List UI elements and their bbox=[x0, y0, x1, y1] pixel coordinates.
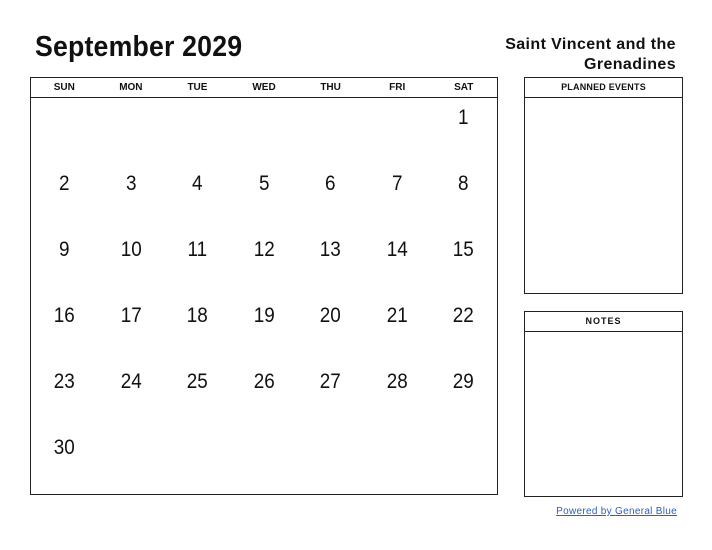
calendar-week-row bbox=[31, 428, 497, 494]
day-cell: 27 bbox=[320, 370, 342, 393]
day-cell bbox=[167, 428, 227, 494]
day-cell bbox=[34, 98, 94, 164]
weekday-sun: SUN bbox=[53, 82, 75, 93]
day-cell: 21 bbox=[386, 304, 408, 327]
calendar-week-row bbox=[31, 230, 497, 296]
day-cell: 29 bbox=[453, 370, 475, 393]
day-cell bbox=[301, 98, 361, 164]
powered-by-link[interactable]: Powered by General Blue bbox=[556, 506, 677, 517]
day-cell: 30 bbox=[53, 436, 75, 459]
day-cell: 18 bbox=[186, 304, 208, 327]
weekday-header-row bbox=[31, 78, 497, 98]
calendar-grid bbox=[30, 77, 498, 495]
day-cell bbox=[301, 428, 361, 494]
day-cell bbox=[367, 428, 427, 494]
calendar-week-row bbox=[31, 164, 497, 230]
day-cell: 15 bbox=[453, 238, 475, 261]
day-cell: 23 bbox=[53, 370, 75, 393]
day-cell: 6 bbox=[325, 172, 336, 195]
page-title: September 2029 bbox=[35, 31, 243, 63]
day-cell: 8 bbox=[458, 172, 470, 195]
weekday-fri: FRI bbox=[389, 82, 406, 93]
calendar-week-row bbox=[31, 98, 497, 164]
day-cell bbox=[234, 98, 294, 164]
day-cell: 25 bbox=[186, 370, 208, 393]
day-cell bbox=[434, 428, 494, 494]
day-cell: 10 bbox=[120, 238, 142, 261]
day-cell: 26 bbox=[253, 370, 275, 393]
day-cell bbox=[234, 428, 294, 494]
day-cell: 14 bbox=[386, 238, 408, 261]
day-cell bbox=[101, 428, 161, 494]
notes-panel bbox=[524, 311, 683, 497]
country-name: Saint Vincent and the Grenadines bbox=[505, 36, 676, 73]
notes-title: NOTES bbox=[525, 312, 682, 332]
day-cell: 24 bbox=[120, 370, 142, 393]
day-cell: 20 bbox=[320, 304, 342, 327]
day-cell: 11 bbox=[187, 238, 208, 261]
day-cell bbox=[101, 98, 161, 164]
day-cell: 16 bbox=[53, 304, 75, 327]
calendar-weeks bbox=[31, 98, 497, 494]
weekday-wed: WED bbox=[252, 82, 276, 93]
day-cell: 12 bbox=[253, 238, 275, 261]
day-cell bbox=[167, 98, 227, 164]
day-cell: 3 bbox=[125, 172, 137, 195]
weekday-sat: SAT bbox=[454, 82, 474, 93]
day-cell: 4 bbox=[192, 172, 203, 195]
day-cell: 13 bbox=[320, 238, 342, 261]
day-cell: 22 bbox=[453, 304, 475, 327]
day-cell: 2 bbox=[59, 172, 70, 195]
weekday-tue: TUE bbox=[187, 82, 208, 93]
weekday-thu: THU bbox=[320, 82, 341, 93]
day-cell: 1 bbox=[458, 106, 470, 129]
planned-events-panel bbox=[524, 77, 683, 294]
day-cell: 9 bbox=[59, 238, 70, 261]
day-cell: 28 bbox=[386, 370, 408, 393]
calendar-week-row bbox=[31, 362, 497, 428]
day-cell: 17 bbox=[120, 304, 142, 327]
planned-events-title: PLANNED EVENTS bbox=[525, 78, 682, 98]
day-cell bbox=[367, 98, 427, 164]
day-cell: 5 bbox=[258, 172, 270, 195]
calendar-week-row bbox=[31, 296, 497, 362]
day-cell: 19 bbox=[253, 304, 275, 327]
day-cell: 7 bbox=[391, 172, 403, 195]
weekday-mon: MON bbox=[119, 82, 143, 93]
